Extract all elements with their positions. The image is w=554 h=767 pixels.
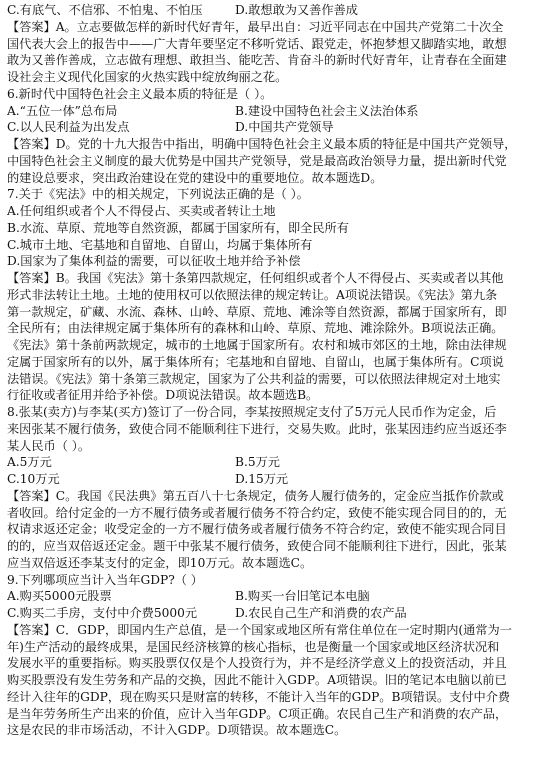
- question-stem: 9.下列哪项应当计入当年GDP?（ ）: [7, 572, 203, 587]
- question-stem: 7.关于《宪法》中的相关规定，下列说法正确的是（ ）。: [7, 187, 309, 202]
- answer-explanation-line: 法错误。《宪法》第十条第三款规定，国家为了公共利益的需要，可以依照法律规定对土地实: [7, 371, 501, 386]
- answer-explanation-line: 【答案】C．GDP，即国内生产总值，是一个国家或地区所有常住单位在一定时期内(通常为一: [7, 622, 512, 637]
- answer-explanation-line: 应当双倍返还李某支付的定金，即10万元。故本题选C。: [7, 555, 313, 570]
- answer-option[interactable]: A.“五位一体”总布局: [7, 103, 118, 118]
- options-row: [7, 471, 547, 488]
- question-stem-line: 来因张某不履行债务，致使合同不能顺利往下进行，交易失败。此时，张某因违约应当返还李: [7, 421, 507, 436]
- answer-option[interactable]: B.5万元: [235, 455, 280, 470]
- answer-explanation-line: 中国特色社会主义制度的最大优势是中国共产党领导，党是最高政治领导力量，提出新时代党: [7, 153, 507, 168]
- answer-explanation-line: 全民所有；由法律规定属于集体所有的森林和山岭、草原、荒地、滩涂除外。B项说法正确。: [7, 321, 504, 336]
- answer-option[interactable]: A.5万元: [7, 455, 52, 470]
- answer-explanation-line: 国代表大会上的报告中——广大青年要坚定不移听党话、跟党走，怀抱梦想又脚踏实地，敢想: [7, 36, 507, 51]
- answer-explanation-line: 行征收或者征用并给予补偿。D项说法错误。故本题选B。: [7, 388, 319, 403]
- q5-option-c[interactable]: C.有底气、不信邪、不怕鬼、不怕压: [7, 3, 203, 17]
- options-row: [7, 454, 547, 471]
- answer-option[interactable]: B.购买一台旧笔记本电脑: [235, 589, 370, 604]
- question-content: [7, 19, 547, 739]
- answer-option[interactable]: B.水流、草原、荒地等自然资源，都属于国家所有，即全民所有: [7, 220, 349, 235]
- question-stem: 6.新时代中国特色社会主义最本质的特征是（ ）。: [7, 86, 273, 101]
- answer-explanation-line: 发展水平的重要指标。购买股票仅仅是个人投资行为，并不是经济学意义上的投资活动，并且: [7, 656, 507, 671]
- answer-explanation-line: 的建设总要求，突出政治建设在党的建设中的重要地位。故本题选D。: [7, 170, 383, 185]
- options-row: [7, 588, 547, 605]
- options-row: [7, 119, 547, 136]
- options-row: [7, 605, 547, 622]
- answer-explanation-line: 购买股票没有发生劳务和产品的交换，因此不能计入GDP。A项错误。旧的笔记本电脑以前已: [7, 673, 507, 687]
- answer-explanation-line: 定属于国家所有的以外，属于集体所有；宅基地和自留地、自留山，也属于集体所有。C项说: [7, 354, 504, 369]
- answer-explanation-line: 者收回。给付定金的一方不履行债务或者履行债务不符合约定，致使不能实现合同目的的，无: [7, 505, 507, 520]
- answer-explanation-line: 经计入往年的GDP，现在购买只是财富的转移，不能计入当年的GDP。B项错误。支付中介费: [7, 689, 511, 704]
- answer-explanation-line: 【答案】B。我国《宪法》第十条第四款规定，任何组织或者个人不得侵占、买卖或者以其他: [7, 271, 504, 285]
- answer-option[interactable]: D.国家为了集体利益的需要，可以征收土地并给予补偿: [7, 254, 301, 269]
- answer-option[interactable]: D.15万元: [235, 472, 289, 486]
- answer-option[interactable]: D.农民自己生产和消费的农产品: [235, 606, 407, 620]
- question-stem-line: 8.张某(卖方)与李某(买方)签订了一份合同，李某按照规定支付了5万元人民币作为定金，后: [7, 405, 497, 419]
- answer-option[interactable]: C.10万元: [7, 472, 60, 486]
- answer-explanation-line: 《宪法》第十条前两款规定，城市的土地属于国家所有。农村和城市郊区的土地，除由法律规: [7, 338, 507, 352]
- question-stem-line: 某人民币（ ）。: [7, 438, 91, 453]
- answer-explanation-line: 的的，应当双倍返还定金。题干中张某不履行债务，致使合同不能顺利往下进行，因此，张某: [7, 539, 507, 553]
- q5-option-d[interactable]: D.敢想敢为又善作善成: [235, 3, 358, 17]
- answer-explanation-line: 敢为又善作善成，立志做有理想、敢担当、能吃苦、肯奋斗的新时代好青年，让青春在全面建: [7, 53, 507, 68]
- answer-explanation-line: 年)生产活动的最终成果，是国民经济核算的核心指标，也是衡量一个国家或地区经济状况和: [7, 639, 500, 654]
- options-row: [7, 103, 547, 120]
- answer-option[interactable]: A.购买5000元股票: [7, 589, 112, 604]
- q5-options-row: [7, 2, 547, 19]
- answer-explanation-line: 第一款规定，矿藏、水流、森林、山岭、草原、荒地、滩涂等自然资源，都属于国家所有，即: [7, 304, 507, 319]
- answer-explanation-line: 是当年劳务所生产出来的价值，应计入当年GDP。C项正确。农民自己生产和消费的农产品，: [7, 706, 508, 721]
- answer-explanation-line: 【答案】A。立志要做怎样的新时代好青年，最早出自：习近平同志在中国共产党第二十次全: [7, 19, 504, 34]
- answer-option[interactable]: B.建设中国特色社会主义法治体系: [235, 103, 419, 118]
- answer-explanation-line: 这是农民的非市场活动，不计入GDP。D项错误。故本题选C。: [7, 723, 347, 738]
- answer-explanation-line: 形式非法转让土地。土地的使用权可以依照法律的规定转让。A项说法错误。《宪法》第九条: [7, 287, 498, 302]
- answer-option[interactable]: A.任何组织或者个人不得侵占、买卖或者转让土地: [7, 204, 276, 218]
- answer-explanation-line: 设社会主义现代化国家的火热实践中绽放绚丽之花。: [7, 70, 288, 84]
- answer-option[interactable]: D.中国共产党领导: [235, 120, 334, 135]
- answer-explanation-line: 权请求返还定金；收受定金的一方不履行债务或者履行债务不符合约定，致使不能实现合同目: [7, 522, 507, 537]
- answer-option[interactable]: C.城市土地、宅基地和自留地、自留山，均属于集体所有: [7, 237, 313, 252]
- answer-explanation-line: 【答案】D。党的十九大报告中指出，明确中国特色社会主义最本质的特征是中国共产党领导，: [7, 137, 517, 151]
- answer-explanation-line: 【答案】C。我国《民法典》第五百八十七条规定，债务人履行债务的，定金应当抵作价款或: [7, 488, 504, 503]
- answer-option[interactable]: C.以人民利益为出发点: [7, 120, 130, 135]
- answer-option[interactable]: C.购买二手房，支付中介费5000元: [7, 606, 198, 620]
